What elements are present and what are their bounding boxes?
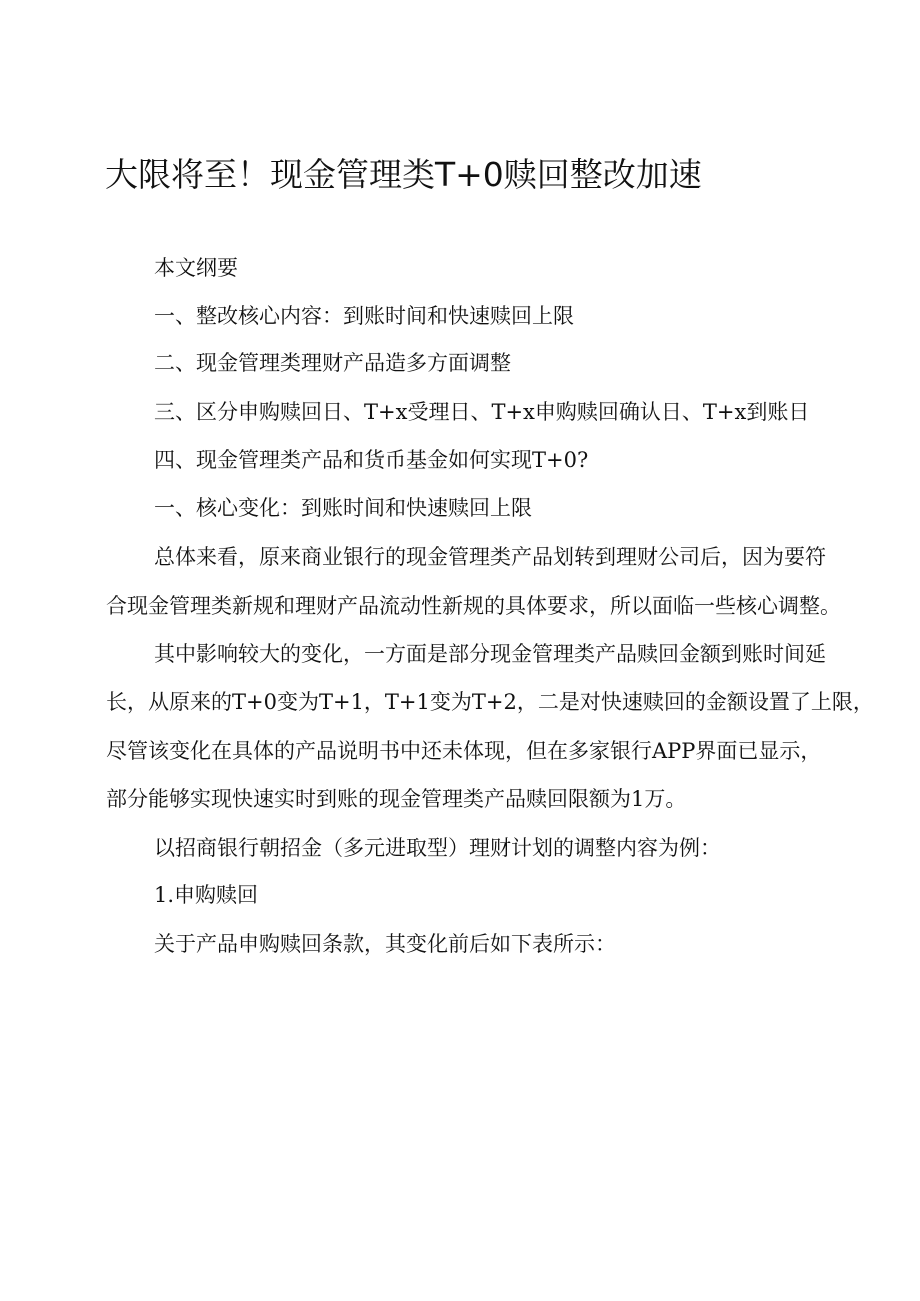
paragraph-1-line-1: 总体来看，原来商业银行的现金管理类产品划转到理财公司后，因为要符 — [154, 545, 826, 569]
paragraph-1-line-2: 合现金管理类新规和理财产品流动性新规的具体要求，所以面临一些核心调整。 — [106, 594, 841, 618]
outline-heading: 本文纲要 — [154, 256, 238, 280]
outline-item-1: 一、整改核心内容：到账时间和快速赎回上限 — [154, 304, 574, 328]
outline-item-4: 四、现金管理类产品和货币基金如何实现T+0? — [154, 448, 589, 472]
paragraph-3: 以招商银行朝招金（多元进取型）理财计划的调整内容为例： — [154, 836, 721, 860]
section-heading-1: 一、核心变化：到账时间和快速赎回上限 — [154, 496, 532, 520]
paragraph-2-line-4: 部分能够实现快速实时到账的现金管理类产品赎回限额为1万。 — [106, 787, 687, 811]
paragraph-2-line-2: 长，从原来的T+0变为T+1，T+1变为T+2，二是对快速赎回的金额设置了上限， — [106, 690, 874, 714]
outline-item-2: 二、现金管理类理财产品造多方面调整 — [154, 351, 511, 375]
outline-item-3: 三、区分申购赎回日、T+x受理日、T+x申购赎回确认日、T+x到账日 — [154, 400, 810, 424]
paragraph-2-line-1: 其中影响较大的变化，一方面是部分现金管理类产品赎回金额到账时间延 — [154, 642, 826, 666]
subheading-1: 1.申购赎回 — [154, 883, 259, 907]
paragraph-2-line-3: 尽管该变化在具体的产品说明书中还未体现，但在多家银行APP界面已显示， — [106, 739, 822, 763]
paragraph-4: 关于产品申购赎回条款，其变化前后如下表所示： — [154, 932, 616, 956]
document-title: 大限将至！现金管理类T+0赎回整改加速 — [105, 155, 702, 194]
